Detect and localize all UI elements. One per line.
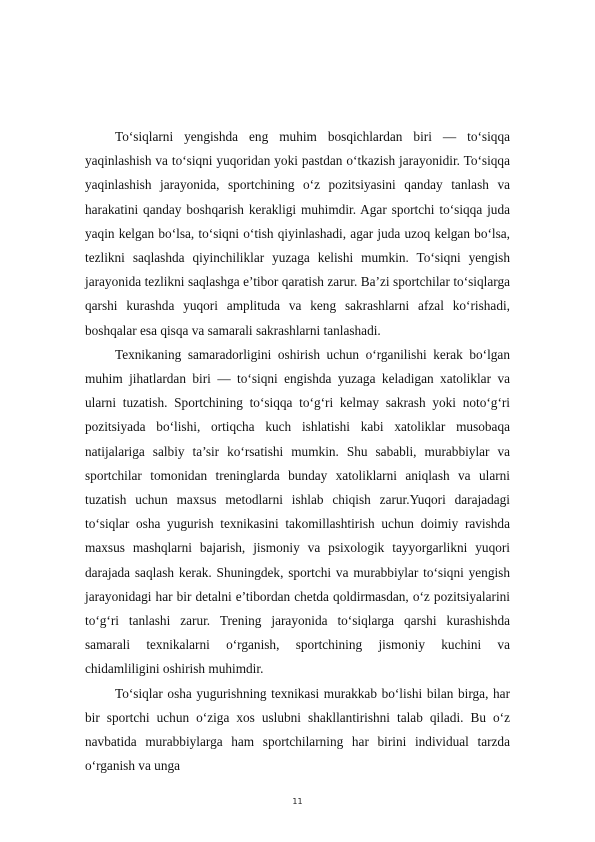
page-number: 11 xyxy=(292,797,303,806)
paragraph: To‘siqlar osha yugurishning texnikasi murakkab bo‘lishi bilan birga, har bir sportchi uchun o‘ziga xos uslubni shakllantirishni talab qiladi. Bu o‘z navbatida murabbiylarga ham sportchilarning har birini individual tarzda o‘rganish va unga xyxy=(85,685,510,774)
paragraph: Texnikaning samaradorligini oshirish uchun o‘rganilishi kerak bo‘lgan muhim jihatlardan biri — to‘siqni engishda yuzaga keladigan xatoliklar va ularni tuzatish. Sportchining to‘siqqa to‘g‘ri kelmay sakrash yoki noto‘g‘ri pozitsiyada bo‘lishi, ortiqcha kuch ishlatishi kabi xatoliklar musobaqa natijalariga salbiy ta’sir ko‘rsatishi mumkin. Shu sababli, murabbiylar va sportchilar tomonidan treninglarda bunday xatoliklarni aniqlash va ularni tuzatish uchun maxsus metodlarni ishlab chiqish zarur.Yuqori darajadagi to‘siqlar osha yugurish texnikasini takomillashtirish uchun doimiy ravishda maxsus mashqlarni bajarish, jismoniy va psixologik tayyorgarlikni yuqori darajada saqlash kerak. Shuningdek, sportchi va murabbiylar to‘siqni yengish jarayonidagi har bir detalni e’tibordan chetda qoldirmasdan, o‘z pozitsiyalarini to‘g‘ri tanlashi zarur. Trening jarayonida to‘siqlarga qarshi kurashishda samarali texnikalarni o‘rganish, sportchining jismoniy kuchini va chidamliligini oshirish muhimdir. xyxy=(85,346,510,677)
body-text xyxy=(85,125,510,778)
paragraph: To‘siqlarni yengishda eng muhim bosqichlardan biri — to‘siqqa yaqinlashish va to‘siqni yuqoridan yoki pastdan o‘tkazish jarayonidir. To‘siqqa yaqinlashish jarayonida, sportchining o‘z pozitsiyasini qanday tanlash va harakatini qanday boshqarish kerakligi muhimdir. Agar sportchi to‘siqqa juda yaqin kelgan bo‘lsa, to‘siqni o‘tish qiyinlashadi, agar juda uzoq kelgan bo‘lsa, tezlikni saqlashda qiyinchiliklar yuzaga kelishi mumkin. To‘siqni yengish jarayonida tezlikni saqlashga e’tibor qaratish zarur. Ba’zi sportchilar to‘siqlarga qarshi kurashda yuqori amplituda va keng sakrashlarni afzal ko‘rishadi, boshqalar esa qisqa va samarali sakrashlarni tanlashadi. xyxy=(85,129,510,338)
